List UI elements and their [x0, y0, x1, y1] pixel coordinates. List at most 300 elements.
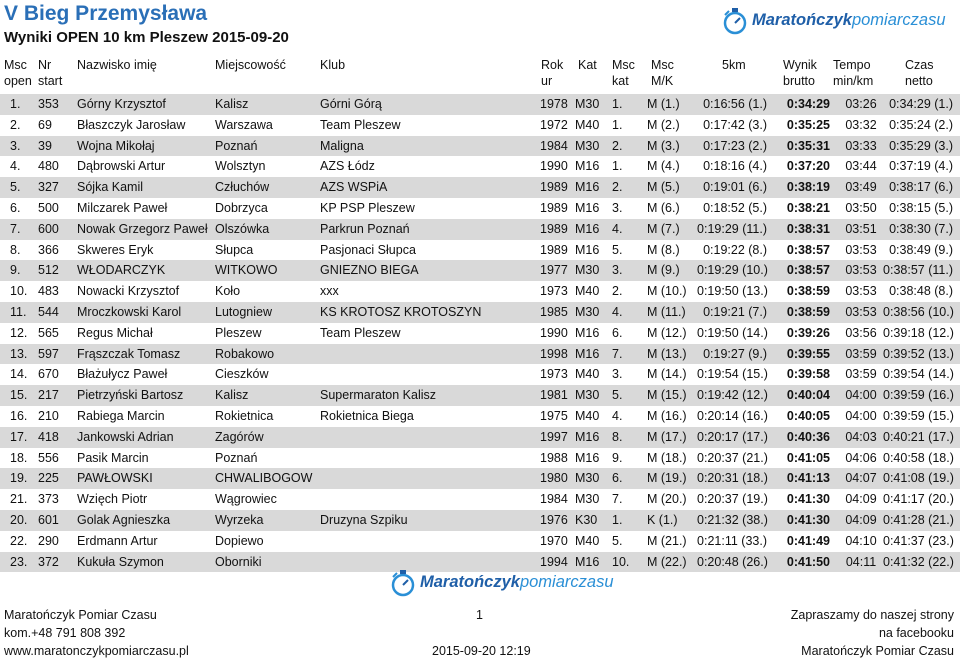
cell-gender-place: M (19.) [647, 471, 687, 486]
cell-category: M16 [575, 180, 600, 195]
cell-name: Kukuła Szymon [77, 554, 164, 569]
cell-place: 12. [10, 325, 28, 340]
cell-split-5km: 0:21:32 (38.) [697, 512, 768, 527]
cell-split-5km: 0:18:52 (5.) [703, 200, 767, 215]
cell-bib: 500 [38, 200, 59, 215]
table-row [0, 177, 960, 198]
cell-city: Zagórów [215, 429, 264, 444]
page-title: V Bieg Przemysława [4, 2, 208, 25]
cell-name: Erdmann Artur [77, 533, 158, 548]
cell-year: 1984 [540, 138, 568, 153]
cell-category: M30 [575, 97, 600, 111]
cell-bib: 366 [38, 242, 59, 257]
cell-net-time: 0:39:52 (13.) [883, 346, 954, 361]
header-bib-sub: start [38, 74, 63, 88]
cell-place: 1. [10, 97, 21, 111]
cell-net-time: 0:41:08 (19.) [883, 471, 954, 486]
cell-bib: 39 [38, 138, 52, 153]
cell-net-time: 0:38:56 (10.) [883, 304, 954, 319]
cell-gross-time: 0:39:55 [786, 346, 830, 361]
cell-gender-place: M (16.) [647, 408, 687, 423]
header-gross-time: Wynik [783, 58, 817, 72]
cell-pace: 03:53 [845, 304, 877, 319]
cell-name: Sójka Kamil [77, 180, 143, 195]
cell-pace: 03:26 [845, 97, 877, 111]
cell-category-place: 6. [612, 325, 623, 340]
cell-place: 20. [10, 512, 28, 527]
cell-gross-time: 0:41:49 [786, 533, 830, 548]
cell-year: 1978 [540, 97, 568, 111]
cell-year: 1989 [540, 221, 568, 236]
cell-gross-time: 0:40:05 [786, 408, 830, 423]
cell-year: 1975 [540, 408, 568, 423]
cell-category: M16 [575, 429, 600, 444]
header-bib: Nr [38, 58, 52, 72]
cell-bib: 353 [38, 97, 59, 111]
cell-place: 8. [10, 242, 21, 257]
table-row [0, 302, 960, 323]
table-row [0, 448, 960, 469]
cell-bib: 418 [38, 429, 59, 444]
cell-pace: 03:59 [845, 346, 877, 361]
header-category-place-sub: kat [612, 74, 629, 88]
cell-gross-time: 0:39:58 [786, 367, 830, 382]
cell-gender-place: M (14.) [647, 367, 687, 382]
cell-gender-place: M (22.) [647, 554, 687, 569]
cell-split-5km: 0:19:29 (11.) [697, 221, 767, 236]
cell-net-time: 0:40:58 (18.) [883, 450, 954, 465]
cell-bib: 556 [38, 450, 59, 465]
cell-gross-time: 0:40:04 [786, 388, 830, 403]
cell-name: WŁODARCZYK [77, 263, 166, 278]
cell-bib: 601 [38, 512, 59, 527]
cell-city: Wyrzeka [215, 512, 264, 527]
cell-category-place: 4. [612, 221, 623, 236]
cell-net-time: 0:38:57 (11.) [883, 263, 953, 278]
cell-place: 10. [10, 284, 28, 299]
stopwatch-icon [388, 569, 418, 597]
cell-pace: 03:53 [845, 284, 877, 299]
cell-gender-place: K (1.) [647, 512, 678, 527]
footer-datetime: 2015-09-20 12:19 [432, 644, 531, 658]
cell-name: Wzięch Piotr [77, 492, 148, 507]
cell-category-place: 5. [612, 242, 623, 257]
header-net-time-sub: netto [905, 74, 933, 88]
cell-category: M16 [575, 554, 600, 569]
cell-category-place: 1. [612, 117, 623, 132]
footer-facebook[interactable]: na facebooku [878, 626, 954, 640]
cell-place: 15. [10, 388, 28, 403]
header-year: Rok [541, 58, 564, 72]
header-pace: Tempo [833, 58, 871, 72]
cell-name: Wojna Mikołaj [77, 138, 155, 153]
cell-year: 1973 [540, 284, 568, 299]
cell-net-time: 0:39:54 (14.) [883, 367, 954, 382]
cell-city: Rokietnica [215, 408, 274, 423]
table-row [0, 219, 960, 240]
cell-net-time: 0:38:48 (8.) [889, 284, 953, 299]
cell-gender-place: M (13.) [647, 346, 687, 361]
cell-club: Maligna [320, 138, 364, 153]
cell-bib: 372 [38, 554, 59, 569]
cell-category: M16 [575, 346, 600, 361]
cell-place: 9. [10, 263, 21, 278]
cell-city: Słupca [215, 242, 254, 257]
cell-place: 17. [10, 429, 28, 444]
cell-gender-place: M (20.) [647, 492, 687, 507]
cell-split-5km: 0:20:37 (19.) [697, 492, 768, 507]
cell-gross-time: 0:38:19 [786, 180, 830, 195]
logo-word-1: Maratończyk [420, 573, 520, 591]
cell-gross-time: 0:38:59 [786, 304, 830, 319]
cell-bib: 290 [38, 533, 59, 548]
cell-name: Frąszczak Tomasz [77, 346, 181, 361]
cell-city: Człuchów [215, 180, 270, 195]
cell-city: Warszawa [215, 117, 273, 132]
cell-category: M16 [575, 159, 600, 174]
header-split-5km: 5km [722, 58, 746, 72]
cell-gender-place: M (12.) [647, 325, 687, 340]
cell-year: 1989 [540, 242, 568, 257]
header-city: Miejscowość [215, 58, 286, 72]
cell-city: Wolsztyn [215, 159, 266, 174]
cell-club: KS KROTOSZ KROTOSZYN [320, 304, 482, 319]
table-row [0, 198, 960, 219]
page-subtitle: Wyniki OPEN 10 km Pleszew 2015-09-20 [4, 29, 289, 46]
cell-pace: 04:03 [845, 429, 877, 444]
header-year-sub: ur [541, 74, 553, 88]
cell-year: 1981 [540, 388, 568, 403]
cell-city: Koło [215, 284, 241, 299]
table-row [0, 531, 960, 552]
cell-split-5km: 0:20:31 (18.) [697, 471, 768, 486]
cell-year: 1989 [540, 180, 568, 195]
table-header [0, 58, 960, 92]
cell-category: M40 [575, 533, 600, 548]
cell-split-5km: 0:19:54 (15.) [697, 367, 768, 382]
logo-word-2: pomiarczasu [519, 573, 614, 591]
cell-net-time: 0:38:15 (5.) [889, 200, 953, 215]
footer-company: Maratończyk Pomiar Czasu [4, 608, 157, 622]
cell-net-time: 0:39:18 (12.) [883, 325, 954, 340]
cell-city: Robakowo [215, 346, 275, 361]
cell-pace: 03:56 [845, 325, 877, 340]
cell-gross-time: 0:38:57 [786, 263, 830, 278]
cell-year: 1988 [540, 450, 568, 465]
cell-place: 21. [10, 492, 28, 507]
cell-split-5km: 0:19:42 (12.) [697, 388, 768, 403]
cell-gender-place: M (18.) [647, 450, 687, 465]
cell-place: 5. [10, 180, 21, 195]
cell-category-place: 1. [612, 159, 623, 174]
cell-category: M30 [575, 471, 600, 486]
cell-club: xxx [320, 284, 339, 299]
cell-net-time: 0:41:37 (23.) [883, 533, 954, 548]
cell-category: M16 [575, 200, 600, 215]
cell-place: 4. [10, 159, 21, 174]
cell-name: Nowacki Krzysztof [77, 284, 180, 299]
footer-invite: Zapraszamy do naszej strony [790, 608, 954, 622]
cell-net-time: 0:41:32 (22.) [883, 554, 954, 569]
cell-pace: 04:10 [845, 533, 877, 548]
cell-name: Dąbrowski Artur [77, 159, 166, 174]
cell-split-5km: 0:19:27 (9.) [703, 346, 767, 361]
table-row [0, 115, 960, 136]
cell-bib: 565 [38, 325, 59, 340]
footer-website[interactable]: www.maratonczykpomiarczasu.pl [4, 644, 189, 658]
table-row [0, 260, 960, 281]
cell-category-place: 5. [612, 388, 623, 403]
cell-name: Nowak Grzegorz Paweł [77, 221, 208, 236]
cell-year: 1984 [540, 492, 568, 507]
cell-category-place: 3. [612, 263, 623, 278]
table-row [0, 281, 960, 302]
cell-category-place: 1. [612, 512, 623, 527]
cell-bib: 210 [38, 408, 59, 423]
cell-place: 16. [10, 408, 28, 423]
cell-pace: 04:09 [845, 492, 877, 507]
cell-place: 18. [10, 450, 28, 465]
cell-net-time: 0:39:59 (15.) [883, 408, 954, 423]
cell-club: Rokietnica Biega [320, 408, 414, 423]
cell-place: 13. [10, 346, 28, 361]
cell-gross-time: 0:41:50 [786, 554, 830, 569]
cell-category-place: 8. [612, 429, 623, 444]
cell-city: Lutogniew [215, 304, 272, 319]
table-row [0, 385, 960, 406]
cell-net-time: 0:39:59 (16.) [883, 388, 954, 403]
cell-club: Górni Górą [320, 97, 382, 111]
cell-name: Golak Agnieszka [77, 512, 171, 527]
cell-category-place: 2. [612, 138, 623, 153]
cell-category-place: 7. [612, 346, 623, 361]
cell-year: 1977 [540, 263, 568, 278]
cell-pace: 03:33 [845, 138, 877, 153]
table-row [0, 156, 960, 177]
cell-category: M30 [575, 263, 600, 278]
cell-club: GNIEZNO BIEGA [320, 263, 419, 278]
cell-name: Regus Michał [77, 325, 153, 340]
table-row [0, 406, 960, 427]
cell-gross-time: 0:35:25 [786, 117, 830, 132]
header-gender-place: Msc [651, 58, 674, 72]
cell-bib: 597 [38, 346, 59, 361]
cell-gross-time: 0:38:59 [786, 284, 830, 299]
cell-bib: 483 [38, 284, 59, 299]
header-pace-sub: min/km [833, 74, 874, 88]
cell-split-5km: 0:19:22 (8.) [703, 242, 767, 257]
cell-place: 6. [10, 200, 21, 215]
cell-place: 3. [10, 138, 21, 153]
cell-city: Oborniki [215, 554, 262, 569]
cell-category: M40 [575, 367, 600, 382]
cell-year: 1990 [540, 159, 568, 174]
cell-split-5km: 0:20:48 (26.) [697, 554, 768, 569]
cell-city: Dobrzyca [215, 200, 268, 215]
cell-city: Cieszków [215, 367, 269, 382]
cell-net-time: 0:41:28 (21.) [883, 512, 954, 527]
cell-club: Team Pleszew [320, 325, 401, 340]
cell-pace: 03:53 [845, 263, 877, 278]
cell-name: Mroczkowski Karol [77, 304, 182, 319]
cell-gender-place: M (9.) [647, 263, 680, 278]
cell-pace: 04:07 [845, 471, 877, 486]
cell-city: WITKOWO [215, 263, 278, 278]
cell-category-place: 4. [612, 304, 623, 319]
cell-gender-place: M (10.) [647, 284, 687, 299]
cell-split-5km: 0:16:56 (1.) [703, 97, 767, 111]
cell-bib: 373 [38, 492, 59, 507]
cell-name: Milczarek Paweł [77, 200, 168, 215]
cell-place: 14. [10, 367, 28, 382]
footer-facebook-page: Maratończyk Pomiar Czasu [801, 644, 954, 658]
cell-category-place: 4. [612, 408, 623, 423]
cell-net-time: 0:38:17 (6.) [889, 180, 953, 195]
cell-bib: 480 [38, 159, 59, 174]
stopwatch-icon [720, 7, 750, 35]
cell-name: Rabiega Marcin [77, 408, 165, 423]
cell-year: 1976 [540, 512, 568, 527]
cell-net-time: 0:40:21 (17.) [883, 429, 954, 444]
cell-gross-time: 0:38:21 [786, 200, 830, 215]
cell-gender-place: M (15.) [647, 388, 687, 403]
cell-bib: 512 [38, 263, 59, 278]
table-row [0, 323, 960, 344]
logo-word-1: Maratończyk [752, 11, 852, 29]
cell-gender-place: M (5.) [647, 180, 680, 195]
cell-club: Pasjonaci Słupca [320, 242, 416, 257]
cell-pace: 04:06 [845, 450, 877, 465]
cell-city: Poznań [215, 138, 258, 153]
cell-gross-time: 0:38:31 [786, 221, 830, 236]
cell-net-time: 0:37:19 (4.) [889, 159, 953, 174]
cell-split-5km: 0:19:29 (10.) [697, 263, 768, 278]
header-category-place: Msc [612, 58, 635, 72]
cell-split-5km: 0:20:17 (17.) [697, 429, 768, 444]
cell-split-5km: 0:20:14 (16.) [697, 408, 768, 423]
cell-place: 23. [10, 554, 28, 569]
cell-category: M30 [575, 492, 600, 507]
cell-pace: 03:44 [845, 159, 877, 174]
header-club: Klub [320, 58, 346, 72]
cell-pace: 03:32 [845, 117, 877, 132]
cell-category: M40 [575, 284, 600, 299]
cell-club: Parkrun Poznań [320, 221, 410, 236]
cell-city: Wągrowiec [215, 492, 277, 507]
cell-city: Kalisz [215, 388, 249, 403]
cell-pace: 03:49 [845, 180, 877, 195]
cell-name: Skweres Eryk [77, 242, 154, 257]
cell-club: Team Pleszew [320, 117, 401, 132]
cell-split-5km: 0:19:01 (6.) [703, 180, 767, 195]
cell-split-5km: 0:17:23 (2.) [703, 138, 767, 153]
table-row [0, 427, 960, 448]
cell-gender-place: M (3.) [647, 138, 680, 153]
cell-split-5km: 0:17:42 (3.) [703, 117, 767, 132]
header-place: Msc [4, 58, 27, 72]
cell-category-place: 5. [612, 533, 623, 548]
cell-category: M16 [575, 325, 600, 340]
cell-gender-place: M (8.) [647, 242, 680, 257]
cell-category: M16 [575, 221, 600, 236]
table-row [0, 344, 960, 365]
cell-net-time: 0:38:30 (7.) [889, 221, 953, 236]
cell-split-5km: 0:21:11 (33.) [697, 533, 767, 548]
header-category: Kat [578, 58, 597, 72]
cell-pace: 04:00 [845, 408, 877, 423]
cell-city: Pleszew [215, 325, 262, 340]
table-row [0, 136, 960, 157]
cell-bib: 69 [38, 117, 52, 132]
cell-category-place: 10. [612, 554, 630, 569]
cell-club: KP PSP Pleszew [320, 200, 415, 215]
cell-pace: 04:11 [845, 554, 877, 569]
cell-city: Olszówka [215, 221, 270, 236]
header-place-sub: open [4, 74, 32, 88]
cell-bib: 225 [38, 471, 59, 486]
cell-category-place: 1. [612, 97, 623, 111]
cell-gross-time: 0:38:57 [786, 242, 830, 257]
cell-pace: 03:59 [845, 367, 877, 382]
footer-phone: kom.+48 791 808 392 [4, 626, 126, 640]
cell-year: 1998 [540, 346, 568, 361]
cell-year: 1989 [540, 200, 568, 215]
cell-category: M30 [575, 304, 600, 319]
cell-year: 1973 [540, 367, 568, 382]
cell-place: 2. [10, 117, 21, 132]
cell-gross-time: 0:41:05 [786, 450, 830, 465]
cell-bib: 600 [38, 221, 59, 236]
cell-net-time: 0:35:24 (2.) [889, 117, 953, 132]
cell-category-place: 7. [612, 492, 623, 507]
cell-year: 1997 [540, 429, 568, 444]
header-name: Nazwisko imię [77, 58, 157, 72]
cell-net-time: 0:41:17 (20.) [883, 492, 954, 507]
cell-gross-time: 0:37:20 [786, 159, 830, 174]
header-gross-time-sub: brutto [783, 74, 815, 88]
cell-club: AZS Łódz [320, 159, 375, 174]
cell-bib: 327 [38, 180, 59, 195]
logo-word-2: pomiarczasu [851, 11, 946, 29]
cell-city: CHWALIBOGOW [215, 471, 313, 486]
results-table [0, 94, 960, 572]
header-gender-place-sub: M/K [651, 74, 674, 88]
cell-category: K30 [575, 512, 598, 527]
cell-split-5km: 0:20:37 (21.) [697, 450, 768, 465]
cell-category: M40 [575, 408, 600, 423]
cell-gross-time: 0:40:36 [786, 429, 830, 444]
cell-gender-place: M (1.) [647, 97, 680, 111]
cell-year: 1972 [540, 117, 568, 132]
cell-pace: 03:53 [845, 242, 877, 257]
cell-gross-time: 0:41:30 [786, 492, 830, 507]
cell-split-5km: 0:19:50 (14.) [697, 325, 768, 340]
table-row [0, 364, 960, 385]
cell-bib: 544 [38, 304, 59, 319]
cell-gross-time: 0:39:26 [786, 325, 830, 340]
cell-category-place: 3. [612, 367, 623, 382]
cell-bib: 670 [38, 367, 59, 382]
cell-year: 1994 [540, 554, 568, 569]
cell-gender-place: M (21.) [647, 533, 687, 548]
cell-city: Poznań [215, 450, 258, 465]
cell-gender-place: M (2.) [647, 117, 680, 132]
cell-gender-place: M (6.) [647, 200, 680, 215]
cell-name: Pasik Marcin [77, 450, 149, 465]
cell-year: 1990 [540, 325, 568, 340]
cell-place: 11. [10, 304, 27, 319]
cell-category-place: 9. [612, 450, 623, 465]
